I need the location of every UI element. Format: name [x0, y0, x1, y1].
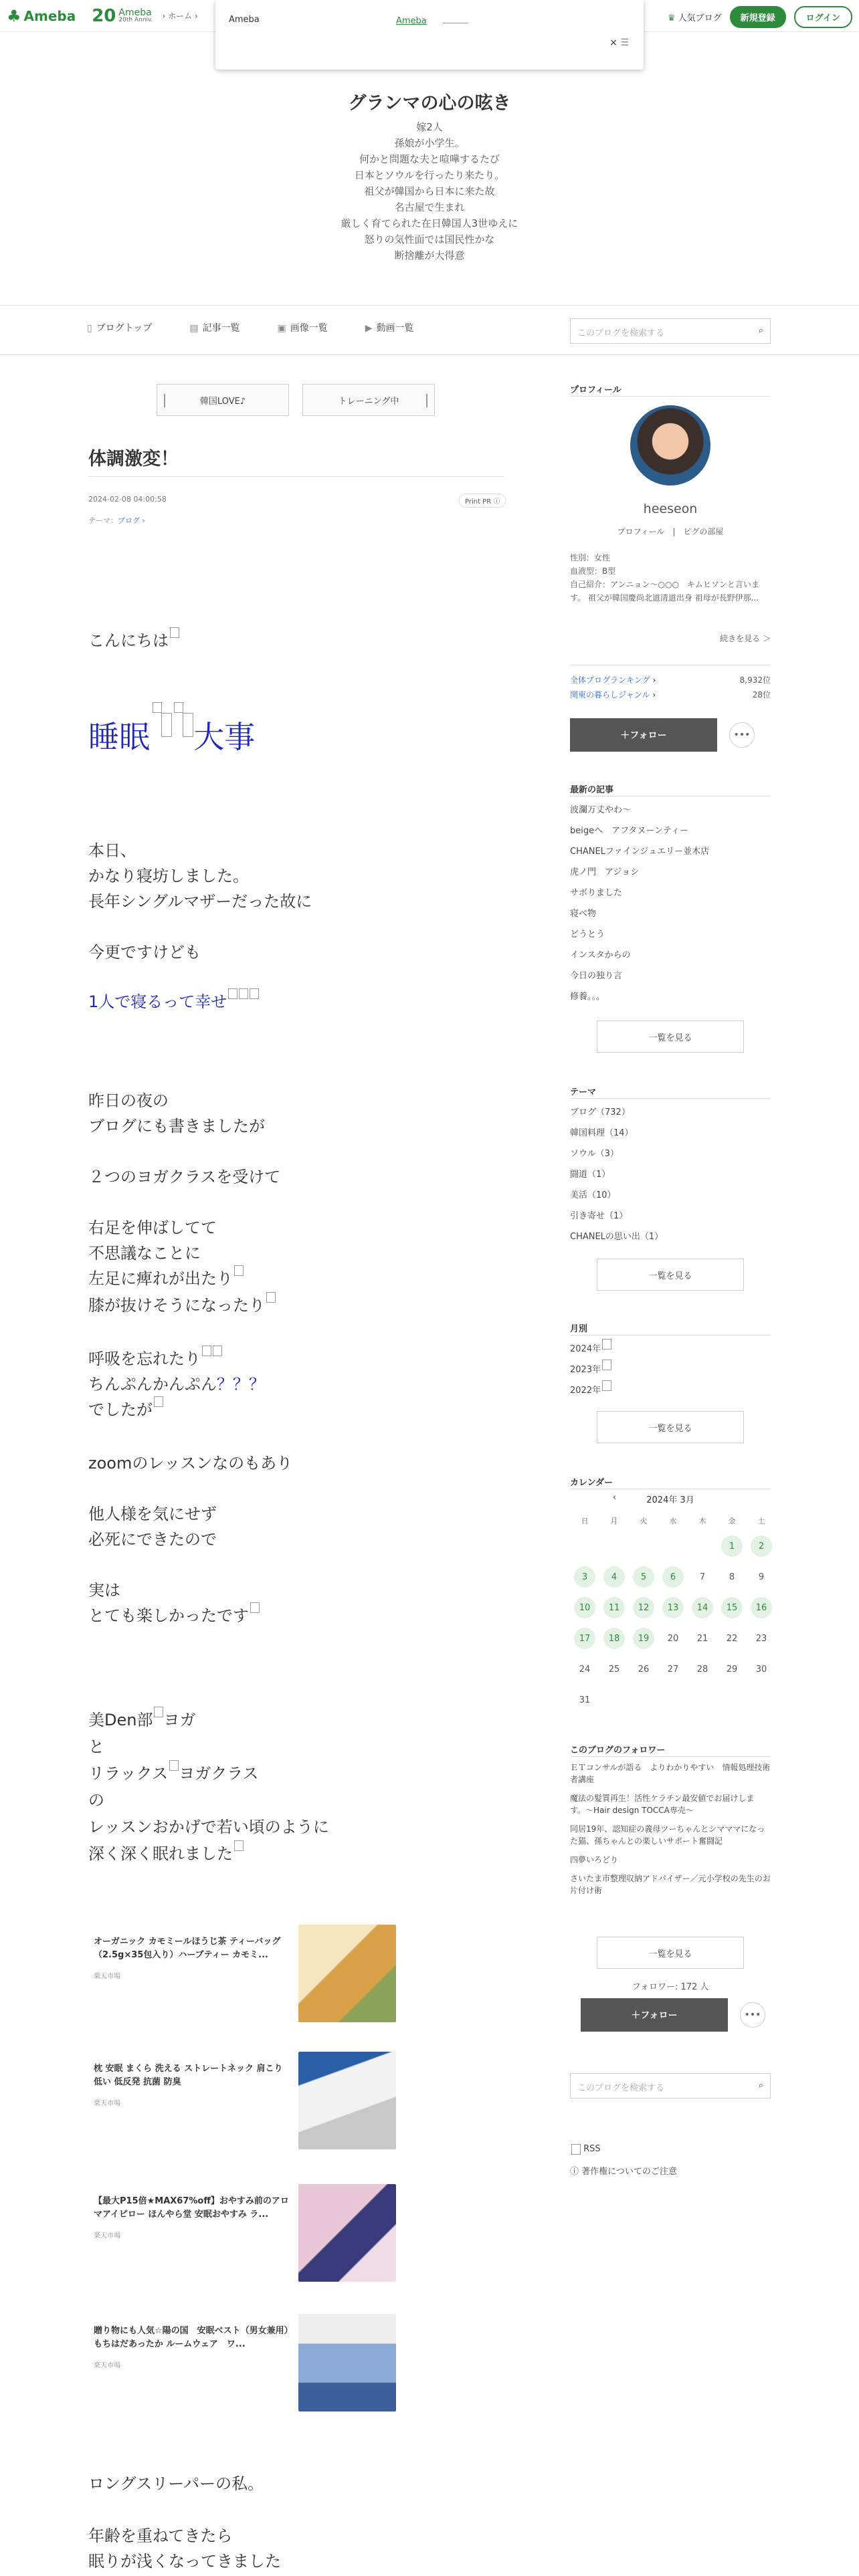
- post-text: 長年シングルマザーだった故に: [88, 892, 312, 911]
- more-button[interactable]: •••: [740, 2002, 765, 2028]
- popup-close-button[interactable]: × ☰: [609, 37, 629, 48]
- theme-item[interactable]: 韓国料理（14）: [570, 1128, 634, 1138]
- tag-korea-love[interactable]: 韓国LOVE♪: [157, 384, 289, 416]
- product-name[interactable]: 【最大P15倍★MAX67%off】おやすみ前のアロマアイピロー ほんやら堂 安眠おやすみ ラ...: [94, 2196, 289, 2220]
- calendar-empty: [574, 1535, 595, 1557]
- month-list: [570, 1339, 611, 1401]
- followers-count: フォロワー: 172 人: [632, 1982, 709, 1992]
- post-text: リラックス ヨガクラス: [88, 1760, 259, 1784]
- overlay-popup: [215, 0, 644, 70]
- recent-item[interactable]: 波瀾万丈やわ〜: [570, 805, 632, 815]
- calendar-day: 9: [758, 1572, 765, 1582]
- nav-blog-top[interactable]: ▯ ブログトップ: [87, 323, 153, 334]
- product-card[interactable]: [88, 2052, 396, 2152]
- image-icon: ▣: [277, 323, 286, 334]
- follower-item[interactable]: さいたま市整理収納アドバイザー／元小学校の先生のお片付け術: [570, 1874, 771, 1895]
- blog-description: 嫁2人 孫娘が小学生。 何かと問題な夫と喧嘩するたび 日本とソウルを行ったり来たり。 祖父が韓国から日本に来た故 名古屋で生まれ 厳しく育てられた在日韓国人3世ゆえに 怒りの気性面では国民性かな 断捨離が大得意: [341, 121, 518, 261]
- calendar-day[interactable]: 15: [721, 1597, 743, 1618]
- calendar-day[interactable]: 17: [574, 1628, 595, 1649]
- calendar-empty: [603, 1535, 625, 1557]
- follower-item[interactable]: ＥＴコンサルが語る よりわかりやすい 情報処理技術者講座: [570, 1763, 771, 1784]
- calendar-day[interactable]: 14: [692, 1597, 713, 1618]
- product-shop: 楽天市場: [94, 2232, 120, 2240]
- product-name[interactable]: オーガニック カモミールほうじ茶 ティーバッグ（2.5g×35包入り）ハーブティー カモミ...: [94, 1937, 281, 1960]
- theme-item[interactable]: 闘道（1）: [570, 1170, 611, 1180]
- calendar-day[interactable]: 16: [751, 1597, 772, 1618]
- calendar-day[interactable]: 13: [662, 1597, 684, 1618]
- calendar-day: 27: [667, 1664, 679, 1675]
- post-text: 年齢を重ねてきたら: [88, 2527, 233, 2545]
- calendar-empty: [662, 1535, 684, 1557]
- divider: [88, 476, 504, 477]
- sprout-icon: ♣: [7, 6, 21, 25]
- divider: [570, 396, 771, 397]
- calendar-weekday: 日: [581, 1517, 589, 1525]
- menu-icon: ☰: [620, 37, 629, 48]
- theme-list: [570, 1102, 663, 1247]
- calendar-day[interactable]: 6: [662, 1566, 684, 1588]
- calendar-day: 29: [726, 1664, 738, 1675]
- calendar-day: 21: [696, 1633, 708, 1644]
- emoji-image: [170, 627, 179, 638]
- product-card[interactable]: [88, 1925, 396, 2025]
- followers-heading: このブログのフォロワー: [570, 1745, 666, 1755]
- post-title[interactable]: 体調激変！: [88, 449, 179, 469]
- post-theme: テーマ：ブログ ›: [88, 516, 145, 525]
- recent-item[interactable]: 今日の独り言: [570, 971, 623, 981]
- recent-item[interactable]: インスタからの: [570, 950, 631, 960]
- nav-videos[interactable]: ▶ 動画一覧: [365, 323, 414, 334]
- calendar-day[interactable]: 3: [574, 1566, 595, 1588]
- popup-link[interactable]: Ameba: [396, 16, 427, 26]
- blog-nav: [87, 321, 414, 334]
- post-text: zoomのレッスンなのもあり: [88, 1454, 293, 1473]
- post-text: 不思議なことに: [88, 1244, 201, 1263]
- calendar-weekday: 月: [610, 1517, 618, 1525]
- popular-blog-link[interactable]: ♛ 人気ブログ: [667, 13, 722, 23]
- recent-item[interactable]: どうとう: [570, 930, 605, 940]
- follower-item[interactable]: 同居19年、認知症の義母ツーちゃんとシマママになった猫、孫ちゃんとの楽しいサポート奮闘記: [570, 1824, 765, 1846]
- tag-training[interactable]: トレーニング中: [302, 384, 435, 416]
- info-icon: ⓘ: [570, 2167, 579, 2177]
- month-list-button[interactable]: 一覧を見る: [597, 1411, 744, 1443]
- emoji-image: [250, 988, 259, 999]
- divider: [570, 1756, 771, 1757]
- calendar-day: 23: [755, 1633, 767, 1644]
- post-text: 深く深く眠れました: [88, 1840, 244, 1864]
- tag-banners: [157, 384, 435, 416]
- divider: [0, 354, 859, 355]
- post-text: 実は: [88, 1581, 120, 1600]
- search-icon[interactable]: ⌕: [758, 326, 763, 336]
- post-text: 必死にできたので: [88, 1530, 217, 1549]
- post-text: 呼吸を忘れたり: [88, 1346, 222, 1369]
- divider: [570, 1098, 771, 1099]
- calendar-day: 8: [729, 1572, 735, 1582]
- breadcrumb-home[interactable]: › ホーム ›: [162, 11, 198, 21]
- emoji-image: [213, 1346, 222, 1356]
- followers-list-button[interactable]: 一覧を見る: [597, 1937, 744, 1969]
- recent-item[interactable]: 寝べ物: [570, 909, 597, 919]
- theme-item[interactable]: 引き寄せ（1）: [570, 1211, 628, 1221]
- profile-link[interactable]: プロフィール: [617, 527, 665, 536]
- divider: [0, 305, 859, 306]
- post-text: 今更ですけども: [88, 943, 201, 962]
- list-icon: ▤: [189, 323, 199, 334]
- emoji-image: [154, 1707, 163, 1717]
- follower-list: [570, 1761, 771, 1897]
- crown-icon: ♛: [667, 13, 676, 23]
- ranking-genre[interactable]: 関東の暮らしジャンル › 28位: [570, 690, 771, 700]
- post-text: かなり寝坊しました。: [88, 867, 249, 885]
- post-text: 他人様を気にせず: [88, 1505, 217, 1523]
- calendar-day[interactable]: 2: [751, 1535, 772, 1557]
- calendar-day: 20: [667, 1633, 679, 1644]
- prev-month-button[interactable]: ‹: [613, 1493, 617, 1503]
- more-button[interactable]: •••: [729, 722, 755, 748]
- calendar-weekday: 木: [698, 1517, 706, 1525]
- follow-row: [581, 1998, 765, 2032]
- follower-item[interactable]: 魔法の髪質再生！活性ケラチン最安値でお届けします。〜Hair design TOCCA専売〜: [570, 1794, 755, 1815]
- calendar-days: [570, 1535, 776, 1711]
- follow-button[interactable]: ＋フォロー: [581, 1998, 728, 2032]
- chevron-icon: [602, 1380, 611, 1391]
- sidebar-search-input[interactable]: このブログを検索する ⌕: [570, 2073, 771, 2099]
- calendar-empty: [633, 1535, 654, 1557]
- post-date: 2024-02-08 04:00:58: [88, 495, 167, 504]
- signup-button[interactable]: 新規登録: [730, 6, 786, 28]
- product-image[interactable]: [298, 2314, 396, 2411]
- product-name[interactable]: 贈り物にも人気☆陽の国 安眠ベスト（男女兼用）もちはだあったか ルームウェア ワ...: [94, 2326, 293, 2349]
- month-item[interactable]: 2022年: [570, 1380, 611, 1401]
- post-text: 右足を伸ばしてて: [88, 1218, 217, 1237]
- blog-title[interactable]: グランマの心の呟き: [348, 93, 511, 114]
- emoji-image: [174, 702, 183, 713]
- search-icon[interactable]: ⌕: [758, 2080, 763, 2090]
- recent-heading: 最新の記事: [570, 785, 614, 795]
- ranking-all[interactable]: 全体ブログランキング › 8,932位: [570, 675, 771, 685]
- product-image[interactable]: [298, 2052, 396, 2149]
- calendar-weekday: 土: [757, 1517, 765, 1525]
- calendar-day: 24: [579, 1664, 591, 1675]
- month-item[interactable]: 2024年: [570, 1339, 611, 1360]
- chevron-icon: [602, 1360, 611, 1370]
- recent-item[interactable]: 修養。。。: [570, 992, 605, 1002]
- recent-item[interactable]: サボりました: [570, 888, 623, 898]
- calendar-day: 25: [608, 1664, 620, 1675]
- copyright-link[interactable]: ⓘ 著作権についてのご注意: [570, 2167, 677, 2177]
- calendar-heading: カレンダー: [570, 1478, 613, 1488]
- product-card[interactable]: [88, 2314, 396, 2414]
- calendar-month: ‹ 2024年 3月: [613, 1493, 694, 1505]
- profile-links: プロフィール | ピグの部屋: [617, 527, 724, 536]
- video-icon: ▶: [365, 323, 373, 334]
- calendar-weekday: 水: [669, 1517, 677, 1525]
- post-text: ２つのヨガクラスを受けて: [88, 1168, 281, 1186]
- post-text: と: [88, 1737, 104, 1756]
- rss-link[interactable]: RSS: [570, 2144, 601, 2155]
- post-text: 膝が抜けそうになったり: [88, 1292, 276, 1315]
- read-more-link[interactable]: 続きを見る ＞: [720, 634, 771, 643]
- post-text: 眠りが浅くなってきました: [88, 2552, 281, 2571]
- calendar-day: 7: [699, 1572, 706, 1582]
- product-shop: 楽天市場: [94, 2362, 120, 2369]
- product-image[interactable]: [298, 1925, 396, 2022]
- post-text: こんにちは: [88, 627, 179, 651]
- calendar-day: 26: [638, 1664, 650, 1675]
- theme-item[interactable]: 美活（10）: [570, 1190, 616, 1200]
- calendar-day: 31: [579, 1695, 591, 1705]
- post-text: 左足に痺れが出たり: [88, 1265, 244, 1289]
- post-text: でしたが: [88, 1396, 163, 1420]
- calendar-day[interactable]: 19: [633, 1628, 654, 1649]
- emoji-image: [183, 713, 193, 737]
- calendar-day: 28: [696, 1664, 708, 1675]
- recent-list-button[interactable]: 一覧を見る: [597, 1021, 744, 1053]
- calendar-empty: [692, 1535, 713, 1557]
- ameba-20th-logo[interactable]: 20 Ameba 20th Anniv.: [92, 5, 153, 26]
- ameba-logo[interactable]: ♣ Ameba: [7, 6, 76, 25]
- emoji-image: [161, 713, 172, 737]
- month-heading: 月別: [570, 1324, 588, 1334]
- theme-item[interactable]: CHANELの思い出（1）: [570, 1232, 664, 1242]
- calendar-day[interactable]: 1: [721, 1535, 743, 1557]
- home-icon: ▯: [87, 323, 92, 334]
- recent-list: [570, 800, 709, 1007]
- calendar-day[interactable]: 11: [603, 1597, 625, 1618]
- post-text: レッスンおかげで若い頃のように: [88, 1818, 329, 1836]
- avatar[interactable]: [630, 405, 710, 486]
- profile-heading: プロフィール: [570, 385, 622, 395]
- post-text-blue: 1人で寝るって幸せ: [88, 988, 259, 1012]
- post-text: 昨日の夜の: [88, 1091, 169, 1110]
- chevron-icon: [602, 1339, 611, 1350]
- post-text: とても楽しかったです: [88, 1602, 260, 1626]
- login-button[interactable]: ログイン: [794, 6, 852, 28]
- emoji-image: [250, 1602, 260, 1613]
- emoji-image: [228, 988, 237, 999]
- post-text: ちんぷんかんぷん？？？: [88, 1375, 265, 1394]
- post-text: 美Den部 ヨガ: [88, 1707, 195, 1730]
- emoji-image: [234, 1840, 244, 1851]
- theme-heading: テーマ: [570, 1087, 597, 1097]
- emoji-image: [266, 1292, 276, 1303]
- product-image[interactable]: [298, 2184, 396, 2282]
- emoji-image: [153, 702, 162, 713]
- calendar-weekdays: [570, 1515, 776, 1526]
- nav-images[interactable]: ▣ 画像一覧: [277, 323, 328, 334]
- profile-details: 性別：女性 血液型：B型 自己紹介：アンニョン〜○○○ キムヒソンと言います。 祖父が韓国慶尚北道清道出身 祖母が長野伊那...: [570, 553, 759, 603]
- product-name[interactable]: 枕 安眠 まくら 洗える ストレートネック 肩こり 低い 低反発 抗菌 防臭: [94, 2064, 283, 2087]
- recent-item[interactable]: 虎ノ門 アジョシ: [570, 867, 640, 877]
- emoji-image: [154, 1396, 163, 1407]
- blog-search-input[interactable]: このブログを検索する ⌕: [570, 318, 771, 344]
- emoji-image: [202, 1346, 211, 1356]
- product-shop: 楽天市場: [94, 2100, 120, 2107]
- theme-item[interactable]: ソウル（3）: [570, 1149, 619, 1159]
- month-item[interactable]: 2023年: [570, 1360, 611, 1380]
- post-text: 本日、: [88, 841, 136, 860]
- post-heading-large: 睡眠 大事: [88, 713, 255, 757]
- profile-name[interactable]: heeseon: [643, 502, 698, 516]
- calendar-day[interactable]: 4: [603, 1566, 625, 1588]
- calendar-day[interactable]: 5: [633, 1566, 654, 1588]
- emoji-image: [234, 1265, 244, 1276]
- calendar-weekday: 火: [640, 1517, 648, 1525]
- emoji-image: [239, 988, 248, 999]
- follow-row: [570, 718, 755, 752]
- calendar-day[interactable]: 12: [633, 1597, 654, 1618]
- nav-articles[interactable]: ▤ 記事一覧: [189, 323, 240, 334]
- product-shop: 楽天市場: [94, 1973, 120, 1980]
- calendar-day: 22: [726, 1633, 738, 1644]
- post-text: ブログにも書きましたが: [88, 1117, 265, 1136]
- post-text: ロングスリーパーの私。: [88, 2474, 264, 2493]
- calendar-day: 30: [755, 1664, 767, 1675]
- popup-brand: Ameba: [229, 15, 260, 25]
- follower-item[interactable]: 四夢いろどり: [570, 1855, 619, 1864]
- room-link[interactable]: ピグの部屋: [683, 527, 724, 536]
- calendar-weekday: 金: [728, 1517, 736, 1525]
- follow-button[interactable]: ＋フォロー: [570, 718, 717, 752]
- emoji-image: [169, 1760, 179, 1771]
- recent-item[interactable]: CHANELファインジュエリー並木店: [570, 847, 710, 857]
- rss-icon: [571, 2144, 581, 2155]
- calendar-day[interactable]: 18: [603, 1628, 625, 1649]
- recent-item[interactable]: beigeへ アフタヌーンティー: [570, 826, 688, 836]
- pr-badge[interactable]: Print PR ⓘ: [459, 494, 506, 508]
- theme-link[interactable]: ブログ: [118, 516, 140, 525]
- product-card[interactable]: [88, 2184, 396, 2284]
- calendar-day[interactable]: 10: [574, 1597, 595, 1618]
- post-text: の: [88, 1791, 104, 1810]
- theme-item[interactable]: ブログ（732）: [570, 1107, 630, 1117]
- theme-list-button[interactable]: 一覧を見る: [597, 1259, 744, 1291]
